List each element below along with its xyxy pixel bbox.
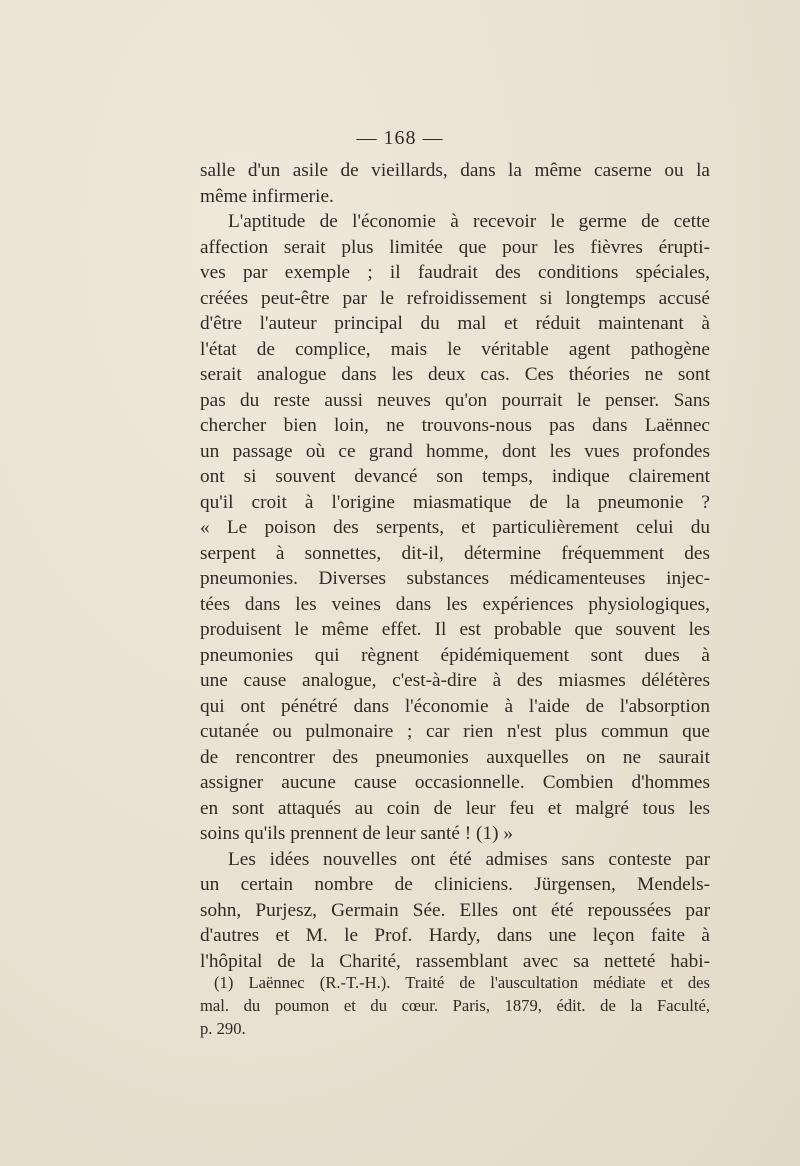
text-line: serait analogue dans les deux cas. Ces théories ne sont	[200, 364, 710, 385]
text-line: cutanée ou pulmonaire ; car rien n'est plus commun que	[200, 721, 710, 742]
text-line: serpent à sonnettes, dit-il, détermine fréquemment des	[200, 542, 710, 564]
text-line: sohn, Purjesz, Germain Sée. Elles ont été repoussées par	[200, 899, 710, 921]
text-line: ont si souvent devancé son temps, indique clairement	[200, 466, 710, 487]
text-line: un certain nombre de cliniciens. Jürgensen, Mendels-	[200, 874, 710, 895]
text-line: tées dans les veines dans les expériences physiologiques,	[200, 593, 710, 615]
footnote-line: mal. du poumon et du cœur. Paris, 1879, édit. de la Faculté,	[200, 996, 710, 1015]
text-line: chercher bien loin, ne trouvons-nous pas dans Laënnec	[200, 415, 710, 436]
text-line: « Le poison des serpents, et particulièrement celui du	[200, 517, 710, 538]
text-line: salle d'un asile de vieillards, dans la même caserne ou la	[200, 160, 710, 181]
footnote-line: p. 290.	[200, 1019, 246, 1038]
text-line: assigner aucune cause occasionnelle. Combien d'hommes	[200, 772, 710, 793]
text-line: l'état de complice, mais le véritable agent pathogène	[200, 338, 710, 360]
text-line: d'autres et M. le Prof. Hardy, dans une leçon faite à	[200, 925, 710, 946]
text-line: pas du reste aussi neuves qu'on pourrait le penser. Sans	[200, 389, 710, 411]
text-line: même infirmerie.	[200, 185, 334, 207]
footnote-line: (1) Laënnec (R.-T.-H.). Traité de l'auscultation médiate et des	[214, 973, 710, 992]
text-line: qui ont pénétré dans l'économie à l'aide de l'absorption	[200, 695, 710, 717]
text-line: pneumonies qui règnent épidémiquement sont dues à	[200, 644, 710, 666]
text-line: qu'il croit à l'origine miasmatique de la pneumonie ?	[200, 491, 710, 513]
body-text	[200, 158, 710, 974]
text-line: L'aptitude de l'économie à recevoir le germe de cette	[228, 211, 710, 232]
text-line: affection serait plus limitée que pour les fièvres érupti-	[200, 236, 710, 258]
text-line: de rencontrer des pneumonies auxquelles on ne saurait	[200, 746, 710, 768]
text-line: d'être l'auteur principal du mal et réduit maintenant à	[200, 313, 710, 334]
text-line: ves par exemple ; il faudrait des conditions spéciales,	[200, 262, 710, 283]
text-line: une cause analogue, c'est-à-dire à des miasmes délétères	[200, 670, 710, 691]
page-number: — 168 —	[356, 127, 444, 149]
text-line: pneumonies. Diverses substances médicamenteuses injec-	[200, 568, 710, 589]
text-line: Les idées nouvelles ont été admises sans conteste par	[228, 848, 710, 870]
text-line: en sont attaqués au coin de leur feu et malgré tous les	[200, 797, 710, 819]
footnotes	[200, 971, 710, 1040]
text-line: produisent le même effet. Il est probable que souvent les	[200, 619, 710, 640]
text-line: créées peut-être par le refroidissement si longtemps accusé	[200, 287, 710, 309]
text-line: un passage où ce grand homme, dont les vues profondes	[200, 440, 710, 462]
text-line: l'hôpital de la Charité, rassemblant avec sa netteté habi-	[200, 950, 710, 972]
text-line: soins qu'ils prennent de leur santé ! (1) »	[200, 823, 513, 844]
